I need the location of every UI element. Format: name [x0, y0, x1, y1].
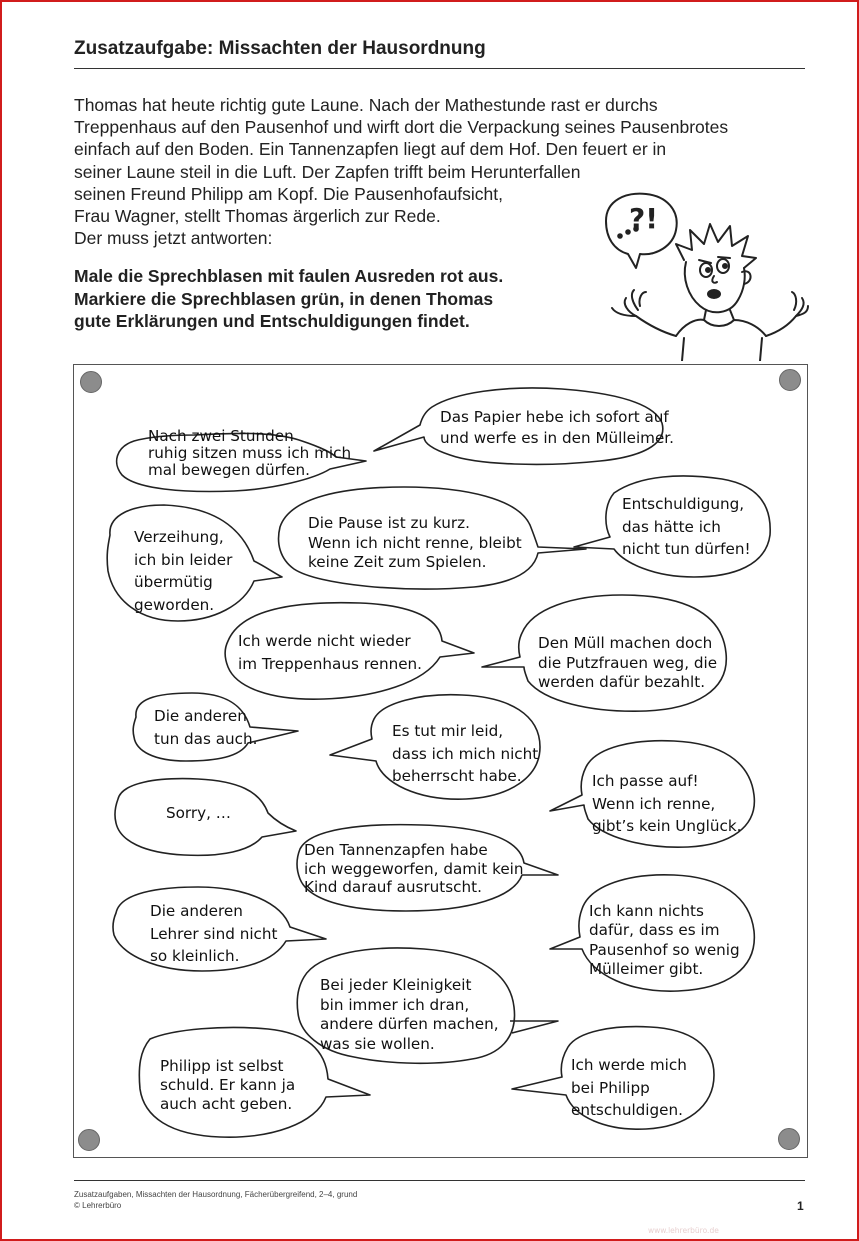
task-line: Male die Sprechblasen mit faulen Ausreden rot aus.: [74, 266, 504, 286]
task-line: gute Erklärungen und Entschuldigungen findet.: [74, 311, 470, 332]
story-line: seinen Freund Philipp am Kopf. Die Pausenhofaufsicht,: [74, 183, 504, 204]
story-line: Frau Wagner, stellt Thomas ärgerlich zur Rede.: [74, 206, 441, 227]
footer-copyright: © Lehrerbüro: [74, 1200, 122, 1210]
thought-symbols: ?!: [629, 202, 659, 235]
bubble-text: Ich kann nichts dafür, dass es im Pausenhof so wenig Mülleimer gibt.: [589, 902, 740, 978]
footer-divider: [74, 1180, 805, 1181]
watermark: www.lehrerbüro.de: [648, 1226, 719, 1235]
footer-credits: [74, 1190, 357, 1211]
page-number: 1: [797, 1199, 804, 1213]
bubble-text: Nach zwei Stunden ruhig sitzen muss ich mich mal bewegen dürfen.: [148, 427, 352, 479]
story-line: Der muss jetzt antworten:: [74, 228, 273, 249]
bubble-text: Sorry, …: [166, 804, 231, 822]
bubble-text: Ich werde nicht wieder im Treppenhaus rennen.: [238, 632, 422, 673]
footer-source: Zusatzaufgaben, Missachten der Hausordnung, Fächerübergreifend, 2–4, grund: [74, 1190, 358, 1199]
bubble-text: Philipp ist selbst schuld. Er kann ja auch acht geben.: [160, 1057, 296, 1113]
story-line: seiner Laune steil in die Luft. Der Zapfen trifft beim Herunterfallen: [74, 161, 581, 182]
bubble-text: Die anderen Lehrer sind nicht so kleinlich.: [150, 902, 278, 965]
bubble-text: Die Pause ist zu kurz. Wenn ich nicht renne, bleibt keine Zeit zum Spielen.: [308, 514, 522, 571]
bubble-text: Bei jeder Kleinigkeit bin immer ich dran, andere dürfen machen, was sie wollen.: [320, 976, 499, 1053]
bubble-text: Verzeihung, ich bin leider übermütig geworden.: [134, 528, 233, 614]
story-line: Thomas hat heute richtig gute Laune. Nach der Mathestunde rast er durchs: [74, 95, 658, 115]
story-line: Treppenhaus auf den Pausenhof und wirft dort die Verpackung seines Pausenbrotes: [74, 117, 729, 138]
bubble-text: Die anderen tun das auch.: [154, 707, 258, 748]
bubble-text: Es tut mir leid, dass ich mich nicht beherrscht habe.: [392, 722, 539, 785]
page-title: Zusatzaufgabe: Missachten der Hausordnung: [74, 38, 486, 59]
task-line: Markiere die Sprechblasen grün, in denen Thomas: [74, 288, 494, 309]
boy-illustration: [596, 186, 810, 361]
task-instructions: [74, 265, 503, 333]
bubble-text: Ich werde mich bei Philipp entschuldigen.: [571, 1056, 687, 1119]
bubble-text: Den Müll machen doch die Putzfrauen weg, die werden dafür bezahlt.: [538, 634, 718, 691]
bubble-text: Ich passe auf! Wenn ich renne, gibt’s kein Unglück.: [592, 772, 742, 835]
bubble-text: Den Tannenzapfen habe ich weggeworfen, damit kein Kind darauf ausrutscht.: [304, 841, 524, 896]
bubble-text: Entschuldigung, das hätte ich nicht tun dürfen!: [622, 495, 751, 558]
title-divider: [74, 68, 805, 69]
story-line: einfach auf den Boden. Ein Tannenzapfen liegt auf dem Hof. Den feuert er in: [74, 139, 667, 160]
bubble-text: Das Papier hebe ich sofort auf und werfe es in den Mülleimer.: [440, 408, 674, 447]
speech-bubble-board: [73, 364, 808, 1158]
